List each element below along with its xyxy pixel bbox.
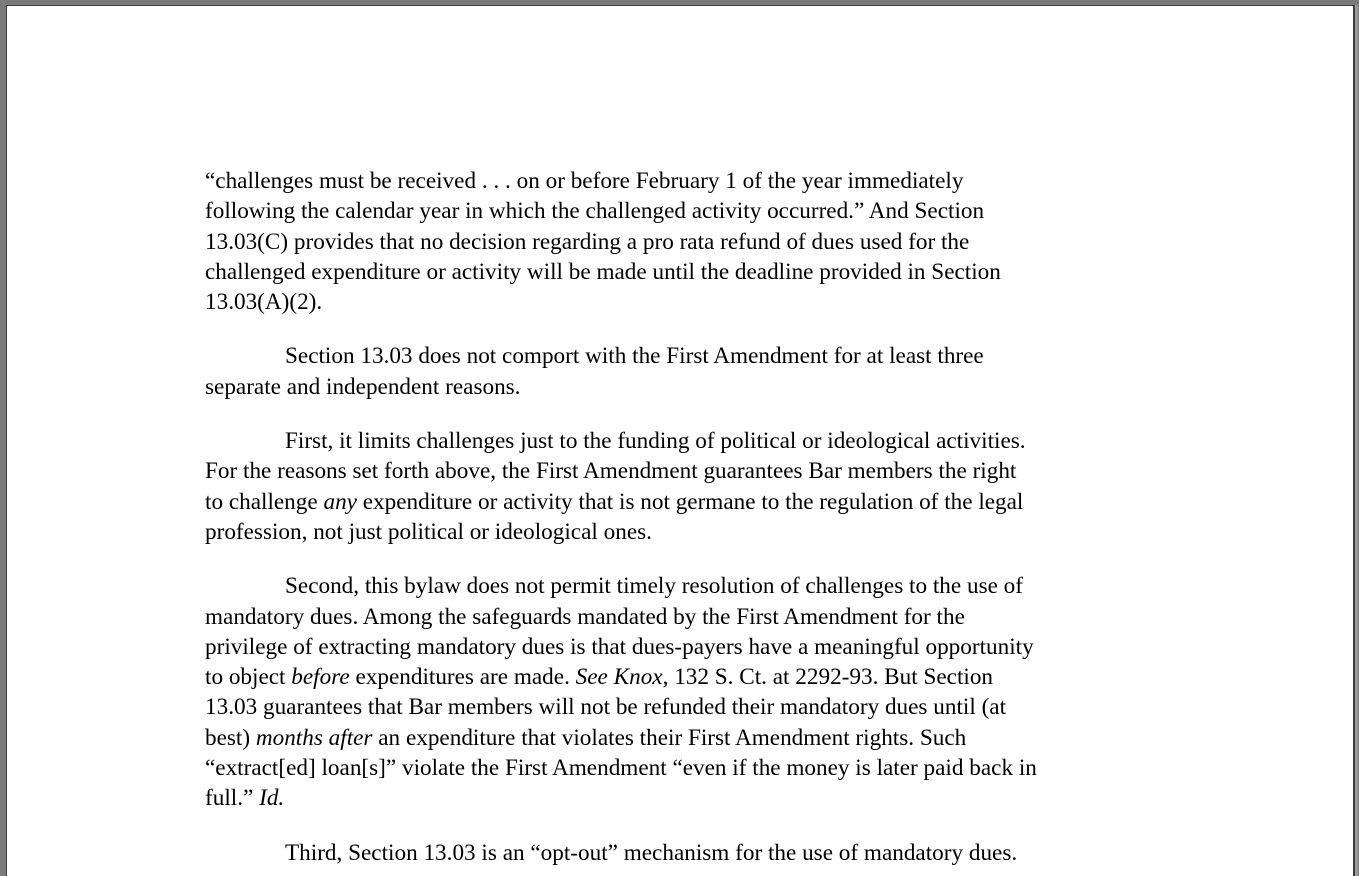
page-text xyxy=(205,166,1165,876)
paragraph xyxy=(205,166,1165,317)
paragraph xyxy=(205,426,1165,547)
paragraph xyxy=(205,838,1165,868)
text-line: 13.03(A)(2). xyxy=(205,289,323,316)
text-line: Section 13.03 does not comport with the First Amendment for at least three xyxy=(285,343,984,370)
text-line: 13.03 guarantees that Bar members will not be refunded their mandatory dues until (at xyxy=(205,694,1007,721)
text-line: separate and independent reasons. xyxy=(205,373,521,400)
text-line: Second, this bylaw does not permit timely resolution of challenges to the use of xyxy=(285,573,1023,600)
text-line: full.” Id. xyxy=(205,785,285,812)
text-line: 13.03(C) provides that no decision regarding a pro rata refund of dues used for the xyxy=(205,228,970,255)
text-line: privilege of extracting mandatory dues is that dues-payers have a meaningful opportunity xyxy=(205,633,1034,660)
paragraph xyxy=(205,571,1165,813)
emphasis-text: months after xyxy=(255,724,373,751)
citation-text: See Knox xyxy=(575,664,663,691)
text-line: profession, not just political or ideological ones. xyxy=(205,518,652,545)
emphasis-text: before xyxy=(291,664,350,691)
text-line: best) months after an expenditure that violates their First Amendment rights. Such xyxy=(205,724,967,751)
text-line: following the calendar year in which the challenged activity occurred.” And Section xyxy=(205,198,985,225)
text-line: First, it limits challenges just to the funding of political or ideological activities. xyxy=(285,428,1026,455)
text-line: Third, Section 13.03 is an “opt-out” mechanism for the use of mandatory dues. xyxy=(285,839,1018,866)
citation-text: Id. xyxy=(259,785,285,812)
emphasis-text: any xyxy=(323,488,357,515)
text-line: mandatory dues. Among the safeguards mandated by the First Amendment for the xyxy=(205,603,965,630)
text-line: For the reasons set forth above, the First Amendment guarantees Bar members the right xyxy=(205,458,1017,485)
paragraph xyxy=(205,341,1165,402)
text-line: challenged expenditure or activity will be made until the deadline provided in Section xyxy=(205,258,1001,285)
text-line: “extract[ed] loan[s]” violate the First Amendment “even if the money is later paid back in xyxy=(205,755,1037,782)
text-line: “challenges must be received . . . on or before February 1 of the year immediately xyxy=(205,168,964,194)
text-line: to object before expenditures are made. See Knox, 132 S. Ct. at 2292-93. But Section xyxy=(205,664,994,691)
document-page xyxy=(6,5,1355,876)
text-line: to challenge any expenditure or activity that is not germane to the regulation of the legal xyxy=(205,488,1024,515)
